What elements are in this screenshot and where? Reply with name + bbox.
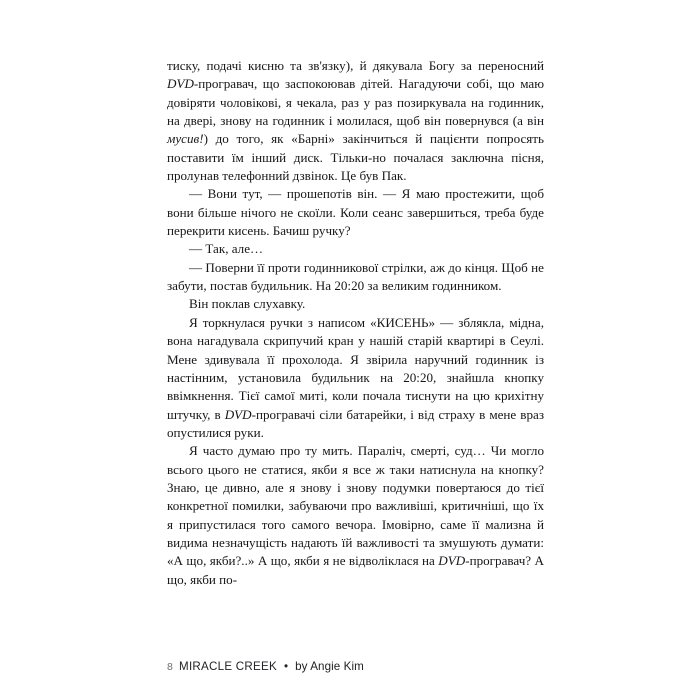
paragraph <box>167 314 544 442</box>
text-run: ) до того, як «Барні» закінчиться й пацієнти попросять поставити їм інший диск. Тільки-но почалася заключна пісня, пролунав телефонний дзвінок. Це був Пак. <box>167 131 544 184</box>
footer-page-number: 8 <box>167 661 174 673</box>
text-run: -програвач? А що, якби по- <box>167 553 544 587</box>
paragraph <box>167 295 544 313</box>
text-run: -програвачі сіли батарейки, і від страху в мене враз опустилися руки. <box>167 406 544 440</box>
paragraph <box>167 57 544 185</box>
paragraph <box>167 442 544 589</box>
footer-separator-bullet: • <box>284 660 289 673</box>
paragraph-dialogue <box>167 185 544 240</box>
text-run: тиску, подачі кисню та зв'язку), й дякувала Богу за переносний <box>167 58 544 73</box>
text-run: — Так, але… <box>189 241 264 257</box>
italic-run: DVD <box>167 76 194 92</box>
text-run: — Вони тут, — прошепотів він. — Я маю простежити, щоб вони більше нічого не скоїли. Коли сеанс завершиться, треба буде перекрити кисень. Бачиш ручку? <box>167 186 544 239</box>
running-footer <box>167 660 364 673</box>
text-run: — Поверни її проти годинникової стрілки, аж до кінця. Щоб не забути, постав будильник. На 20:20 за великим годинником. <box>167 259 544 294</box>
paragraph-dialogue <box>167 259 544 296</box>
footer-author: by Angie Kim <box>295 660 364 673</box>
body-text-column <box>167 57 544 589</box>
italic-run: DVD <box>224 406 252 422</box>
text-run: Я часто думаю про ту мить. Параліч, смерті, суд… Чи могло всього цього не статися, якби я все ж таки натиснула на кнопку? Знаю, це дивно, але я знову і знову подумки повертаюся до тієї конкретної помилки, забуваючи про важливіші, критичніші, що їх я припустилася того самого вечора. Імовірно, саме її мализна й видима незначущість надають їй важливості та змушують думати: «А що, якби?..» А що, якби я не відволіклася на <box>167 443 544 569</box>
footer-book-title: MIRACLE CREEK <box>179 660 277 673</box>
italic-run: мусив! <box>167 131 204 147</box>
text-run: Я торкнулася ручки з написом «КИСЕНЬ» — зблякла, мідна, вона нагадувала скрипучий кран у нашій старій квартирі в Сеулі. Мене здивувала її прохолода. Я звірила наручний годинник із настінним, установила будильник на 20:20, знайшла кнопку ввімкнення. Тієї самої миті, коли почала тиснути на цю крихітну штучку, в <box>167 314 544 422</box>
text-run: Він поклав слухавку. <box>189 296 306 312</box>
paragraph-dialogue <box>167 240 544 258</box>
text-run: -програвач, що заспокоював дітей. Нагадуючи собі, що маю довіряти чоловікові, я чекала, раз у раз позиркувала на годинник, на двері, знову на годинник і молилася, щоб він повернувся (а він <box>167 76 544 129</box>
italic-run: DVD <box>438 553 466 569</box>
